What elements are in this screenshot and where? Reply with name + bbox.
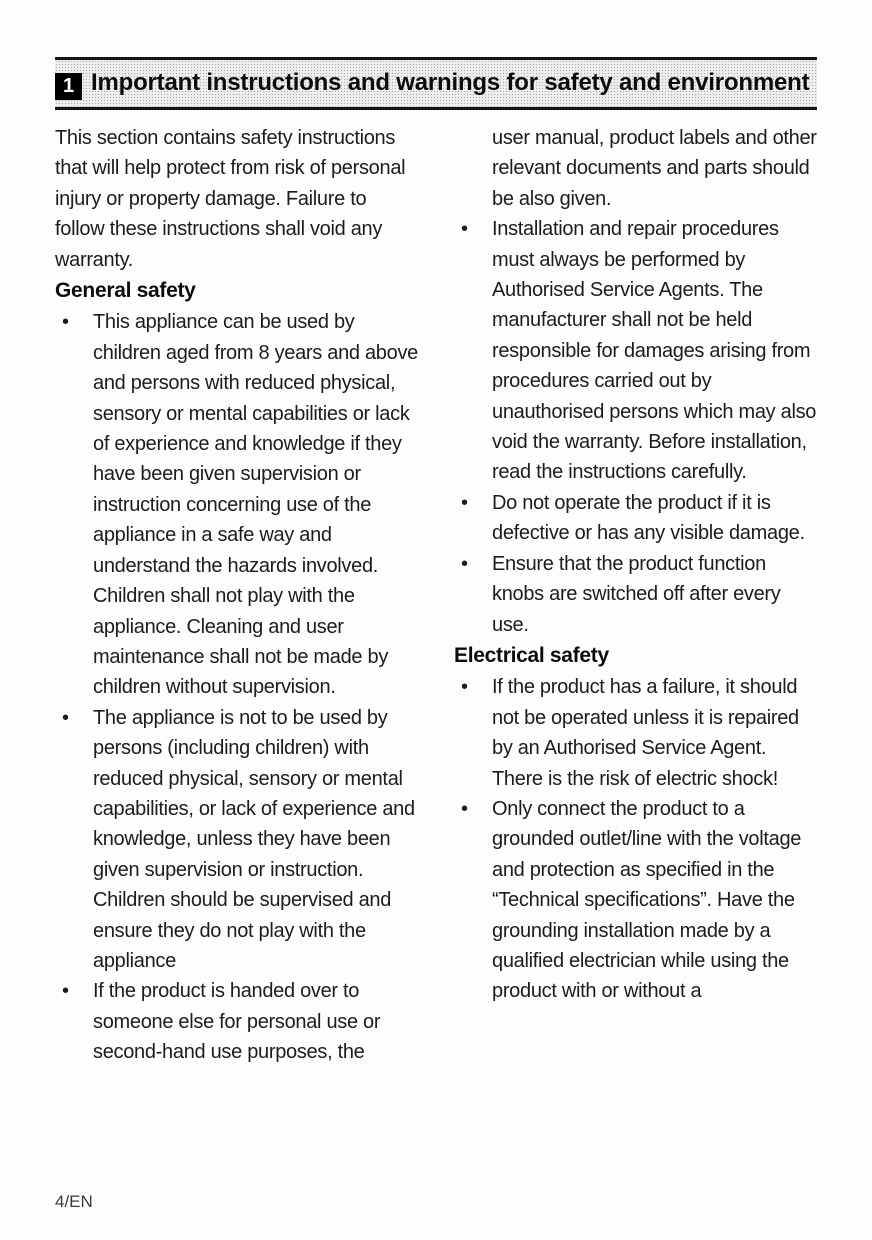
bullet-icon: • (461, 676, 468, 699)
bullet-continuation: Children shall not play with the appliance. Cleaning and user maintenance shall not be made by children without supervision. (93, 585, 389, 699)
bullet-text: If the product is handed over to someone else for personal use or second-hand use purposes, the (93, 980, 381, 1064)
bullet-item (454, 672, 817, 794)
bullet-item (454, 794, 817, 1007)
bullet-icon: • (461, 491, 468, 514)
section-number-badge: 1 (55, 73, 82, 100)
bullet-continuation: user manual, product labels and other relevant documents and parts should be also given. (492, 127, 817, 210)
bullet-icon: • (62, 311, 69, 334)
page-number: 4/EN (55, 1192, 93, 1211)
bullet-text: If the product has a failure, it should not be operated unless it is repaired by an Authorised Service Agent. There is the risk of electric shock! (492, 676, 799, 790)
bullet-item (454, 549, 817, 640)
bullet-text: Do not operate the product if it is defective or has any visible damage. (492, 491, 805, 545)
bullet-icon: • (461, 552, 468, 575)
bullet-item (454, 488, 817, 549)
bullet-continuation: Children should be supervised and ensure they do not play with the appliance (93, 889, 392, 972)
sub-heading: Electrical safety (454, 643, 609, 667)
sub-heading: General safety (55, 279, 196, 303)
bullet-item (55, 976, 418, 1067)
bullet-icon: • (62, 980, 69, 1003)
section-title-text: Important instructions and warnings for safety and environment (91, 69, 810, 96)
section-header (55, 57, 817, 110)
bullet-text: Only connect the product to a grounded outlet/line with the voltage and protection as specified in the “Technical specifications”. Have the grounding installation made by a qualified electrician while using the product with or without a (492, 797, 802, 1003)
bullet-icon: • (62, 706, 69, 729)
bullet-text: This appliance can be used by children aged from 8 years and above and persons with reduced physical, sensory or mental capabilities or lack of experience and knowledge if they have been given supervision or instruction concerning use of the appliance in a safe way and understand the hazards involved. (93, 311, 418, 577)
section-title (55, 65, 815, 100)
column-left (55, 123, 418, 1068)
two-column-body (55, 123, 817, 1068)
bullet-text: Ensure that the product function knobs are switched off after every use. (492, 552, 781, 636)
bullet-icon: • (461, 218, 468, 241)
paragraph: This section contains safety instructions that will help protect from risk of personal injury or property damage. Failure to follow these instructions shall void any warranty. (55, 127, 406, 271)
column-right (454, 123, 817, 1007)
bullet-item (55, 307, 418, 581)
bullet-item (55, 703, 418, 885)
bullet-item (454, 214, 817, 488)
bullet-text: Installation and repair procedures must always be performed by Authorised Service Agents. The manufacturer shall not be held responsible for damages arising from procedures carried out by unauthorised persons which may also void the warranty. Before installation, read the instructions carefully. (492, 218, 817, 484)
bullet-icon: • (461, 797, 468, 820)
bullet-text: The appliance is not to be used by persons (including children) with reduced physical, sensory or mental capabilities, or lack of experience and knowledge, unless they have been given supervision or instruction. (93, 706, 415, 881)
